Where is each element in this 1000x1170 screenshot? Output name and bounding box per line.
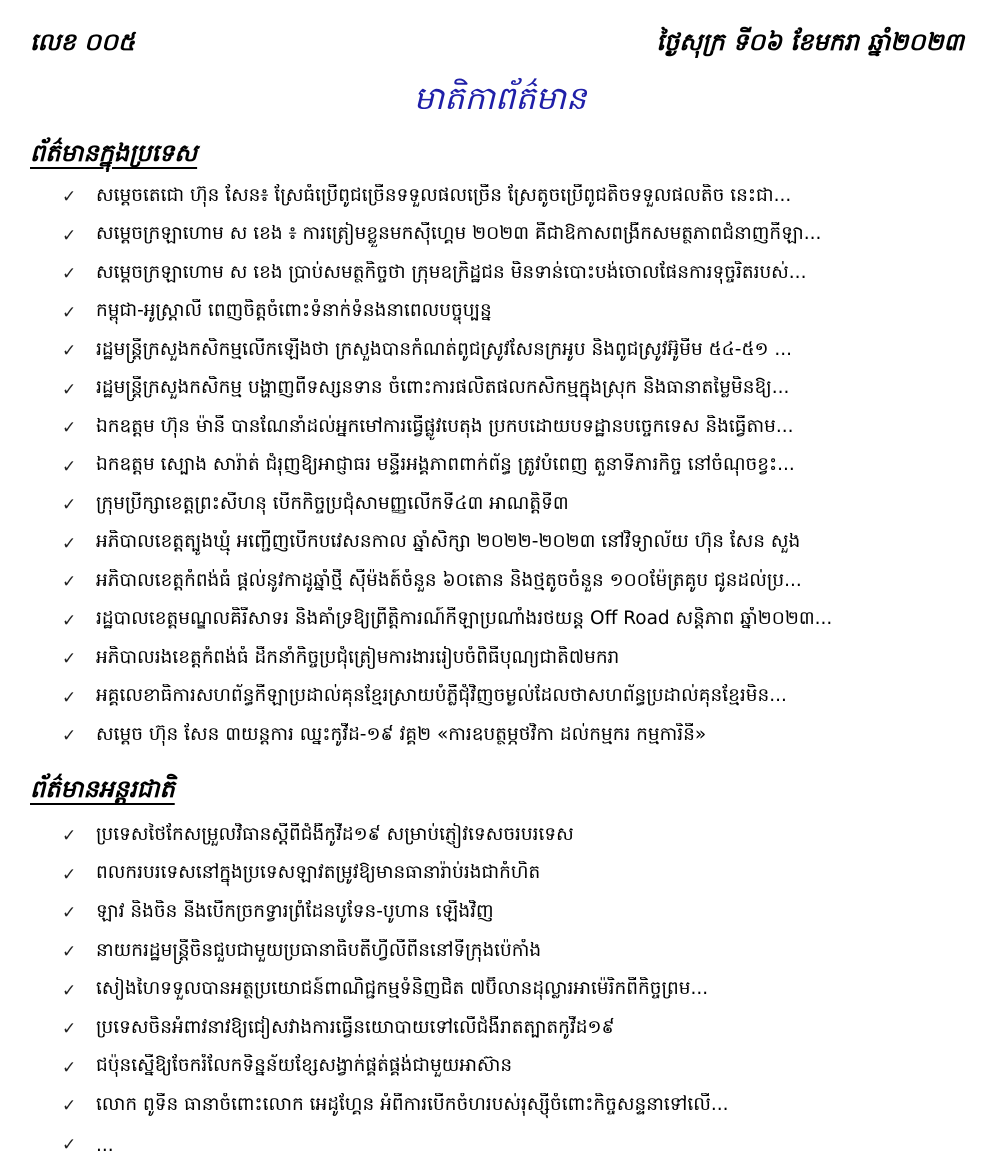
news-headline[interactable]: កម្ពុជា-អូស្ត្រាលី ពេញចិត្តចំពោះទំនាក់ទំនងនាពេលបច្ចុប្បន្ន (96, 300, 492, 322)
news-item[interactable] (62, 448, 970, 487)
news-item[interactable] (62, 563, 970, 602)
news-list-international (62, 817, 970, 1164)
news-headline[interactable]: ... (96, 1134, 114, 1156)
news-headline[interactable]: ក្រុមប្រឹក្សាខេត្តព្រះសីហនុ បើកកិច្ចប្រជុំសាមញ្ញលើកទី៤៣ អាណត្តិទី៣ (96, 492, 569, 514)
issue-date: ថ្ងៃសុក្រ ទី០៦ ខែមករា ឆ្នាំ២០២៣ (656, 26, 964, 56)
news-item[interactable] (62, 525, 970, 564)
check-icon: ✓ (62, 495, 77, 516)
news-item[interactable] (62, 640, 970, 679)
news-headline[interactable]: អភិបាលខេត្តកំពង់ធំ ផ្តល់នូវកាដូឆ្នាំថ្មី ស៊ីម៉ងត៍ចំនួន ៦០តោន និងថ្មតូចចំនួន ១០០ម៉ែត្រគូប ជូនដល់ប្រ... (96, 569, 802, 591)
check-icon: ✓ (62, 264, 77, 285)
check-icon: ✓ (62, 826, 77, 847)
news-item[interactable] (62, 486, 970, 525)
news-item[interactable] (62, 255, 970, 294)
news-headline[interactable]: ឯកឧត្តម ហ៊ុន ម៉ានី បានណែនាំដល់អ្នកមៅការធ្វើផ្លូវបេតុង ប្រកបដោយបទដ្ឋានបច្ចេកទេស និងធ្វើតាម... (96, 415, 794, 437)
news-headline[interactable]: សម្តេចតេជោ ហ៊ុន សែន៖ ស្រែធំប្រើពូជច្រើនទទួលផលច្រើន ស្រែតូចប្រើពូជតិចទទួលផលតិច នេះជា... (96, 184, 792, 206)
news-headline[interactable]: រដ្ឋបាលខេត្តមណ្ឌលគិរីសាទរ និងគាំទ្រឱ្យព្រឹត្តិការណ៍កីឡាប្រណាំងរថយន្ត Off Road សន្តិភាព ឆ្នាំ២០២៣... (96, 608, 833, 630)
section-heading-domestic: ព័ត៌មានក្នុងប្រទេស (30, 138, 198, 167)
check-icon: ✓ (62, 864, 77, 885)
news-item[interactable] (62, 371, 970, 410)
check-icon: ✓ (62, 649, 77, 670)
check-icon: ✓ (62, 687, 77, 708)
news-item[interactable] (62, 602, 970, 641)
check-icon: ✓ (62, 418, 77, 439)
news-item[interactable] (62, 717, 970, 756)
news-headline[interactable]: អគ្គលេខាធិការសហព័ន្ធកីឡាប្រដាល់គុនខ្មែរស្រាយបំភ្លឺជុំវិញចម្ងល់ដែលថាសហព័ន្ធប្រដាល់គុនខ្មែរមិន... (96, 685, 787, 707)
check-icon: ✓ (62, 1057, 77, 1078)
news-item[interactable] (62, 1049, 970, 1088)
issue-number: លេខ ០០៥ (30, 26, 136, 56)
news-item[interactable] (62, 817, 970, 856)
news-list-domestic (62, 178, 970, 756)
news-item[interactable] (62, 1087, 970, 1126)
news-headline[interactable]: អភិបាលរងខេត្តកំពង់ធំ ដឹកនាំកិច្ចប្រជុំត្រៀមការងាររៀបចំពិធីបុណ្យជាតិ៧មករា (96, 646, 620, 668)
news-headline[interactable]: សម្តេច ហ៊ុន សែន ៣យន្តការ ឈ្នះកូវីដ-១៩ វគ្គ២ «ការឧបត្ថម្ភថវិកា ដល់កម្មករ កម្មការិនី» (96, 723, 707, 745)
news-headline[interactable]: លោក ពូទីន ធានាចំពោះលោក អេដូហ្គែន អំពីការបើកចំហរបស់រុស្ស៊ីចំពោះកិច្ចសន្ទនាទៅលើ... (96, 1093, 729, 1115)
check-icon: ✓ (62, 1096, 77, 1117)
news-headline[interactable]: ឯកឧត្តម ស្បោង សារ៉ាត់ ជំរុញឱ្យអាជ្ញាធរ មន្ទីរអង្គភាពពាក់ព័ន្ធ ត្រូវបំពេញ តួនាទីភារកិច្ច នៅចំណុចខ្វះ... (96, 454, 795, 476)
news-headline[interactable]: ឡាវ និងចិន នឹងបើកច្រកទ្វារព្រំដែនបូទែន-បូហាន ឡើងវិញ (96, 900, 494, 922)
news-headline[interactable]: សម្តេចក្រឡាហោម ស ខេង ៖ ការត្រៀមខ្លួនមកស៊ីហ្គេម ២០២៣ គឺជាឱកាសពង្រីកសមត្ថភាពជំនាញកីឡា... (96, 223, 822, 245)
news-item[interactable] (62, 178, 970, 217)
news-item[interactable] (62, 1010, 970, 1049)
check-icon: ✓ (62, 942, 77, 963)
news-item[interactable] (62, 1126, 970, 1165)
news-item[interactable] (62, 332, 970, 371)
check-icon: ✓ (62, 1019, 77, 1040)
check-icon: ✓ (62, 533, 77, 554)
news-headline[interactable]: រដ្ឋមន្ត្រីក្រសួងកសិកម្ម បង្ហាញពីទស្សនទាន ចំពោះការផលិតផលកសិកម្មក្នុងស្រុក និងធានាតម្លៃមិនឱ្យ... (96, 377, 790, 399)
news-item[interactable] (62, 971, 970, 1010)
news-item[interactable] (62, 409, 970, 448)
check-icon: ✓ (62, 456, 77, 477)
section-heading-international: ព័ត៌មានអន្តរជាតិ (30, 774, 175, 803)
check-icon: ✓ (62, 302, 77, 323)
news-item[interactable] (62, 217, 970, 256)
news-headline[interactable]: រដ្ឋមន្ត្រីក្រសួងកសិកម្មលើកឡើងថា ក្រសួងបានកំណត់ពូជស្រូវសែនក្រអូប និងពូជស្រូវអ៊ូមីម ៥៤-៥១ ... (96, 338, 793, 360)
news-item[interactable] (62, 933, 970, 972)
news-item[interactable] (62, 894, 970, 933)
news-item[interactable] (62, 856, 970, 895)
news-headline[interactable]: ប្រទេសថៃកែសម្រួលវិធានស្តីពីជំងឺកូវីដ១៩ សម្រាប់ភ្ញៀវទេសចរបរទេស (96, 823, 574, 845)
news-headline[interactable]: នាយករដ្ឋមន្ត្រីចិនជួបជាមួយប្រធានាធិបតីហ្វីលីពីននៅទីក្រុងប៉េកាំង (96, 939, 542, 961)
news-headline[interactable]: សម្តេចក្រឡាហោម ស ខេង ប្រាប់សមត្ថកិច្ចថា ក្រុមឧក្រិដ្ឋជន មិនទាន់បោះបង់ចោលផែនការទុច្ចរិតរបស់... (96, 261, 807, 283)
news-headline[interactable]: ប្រទេសចិនអំពាវនាវឱ្យជៀសវាងការធ្វើនយោបាយទៅលើជំងឺរាតត្បាតកូវីដ១៩ (96, 1016, 615, 1038)
check-icon: ✓ (62, 903, 77, 924)
news-headline[interactable]: អភិបាលខេត្តត្បូងឃ្មុំ អញ្ជើញបើកបវេសនកាល ឆ្នាំសិក្សា ២០២២-២០២៣ នៅវិទ្យាល័យ ហ៊ុន សែន សួង (96, 531, 801, 553)
check-icon: ✓ (62, 726, 77, 747)
check-icon: ✓ (62, 572, 77, 593)
news-headline[interactable]: ជប៉ុនស្នើឱ្យចែករំលែកទិន្នន័យខ្សែសង្វាក់ផ្គត់ផ្គង់ជាមួយអាស៊ាន (96, 1055, 513, 1077)
check-icon: ✓ (62, 187, 77, 208)
check-icon: ✓ (62, 980, 77, 1001)
news-headline[interactable]: សៀងហៃទទួលបានអត្ថប្រយោជន៍ពាណិជ្ជកម្មទំនិញជិត ៧ប៊ីលានដុល្លារអាម៉េរិកពីកិច្ចព្រម... (96, 978, 709, 1000)
check-icon: ✓ (62, 225, 77, 246)
page-title: មាតិកាព័ត៌មាន (413, 79, 587, 117)
check-icon: ✓ (62, 379, 77, 400)
check-icon: ✓ (62, 1135, 77, 1156)
news-item[interactable] (62, 679, 970, 718)
check-icon: ✓ (62, 341, 77, 362)
news-headline[interactable]: ពលករបរទេសនៅក្នុងប្រទេសឡាវតម្រូវឱ្យមានធានារ៉ាប់រងជាកំហិត (96, 862, 541, 884)
document-header (30, 22, 964, 66)
check-icon: ✓ (62, 610, 77, 631)
news-item[interactable] (62, 294, 970, 333)
